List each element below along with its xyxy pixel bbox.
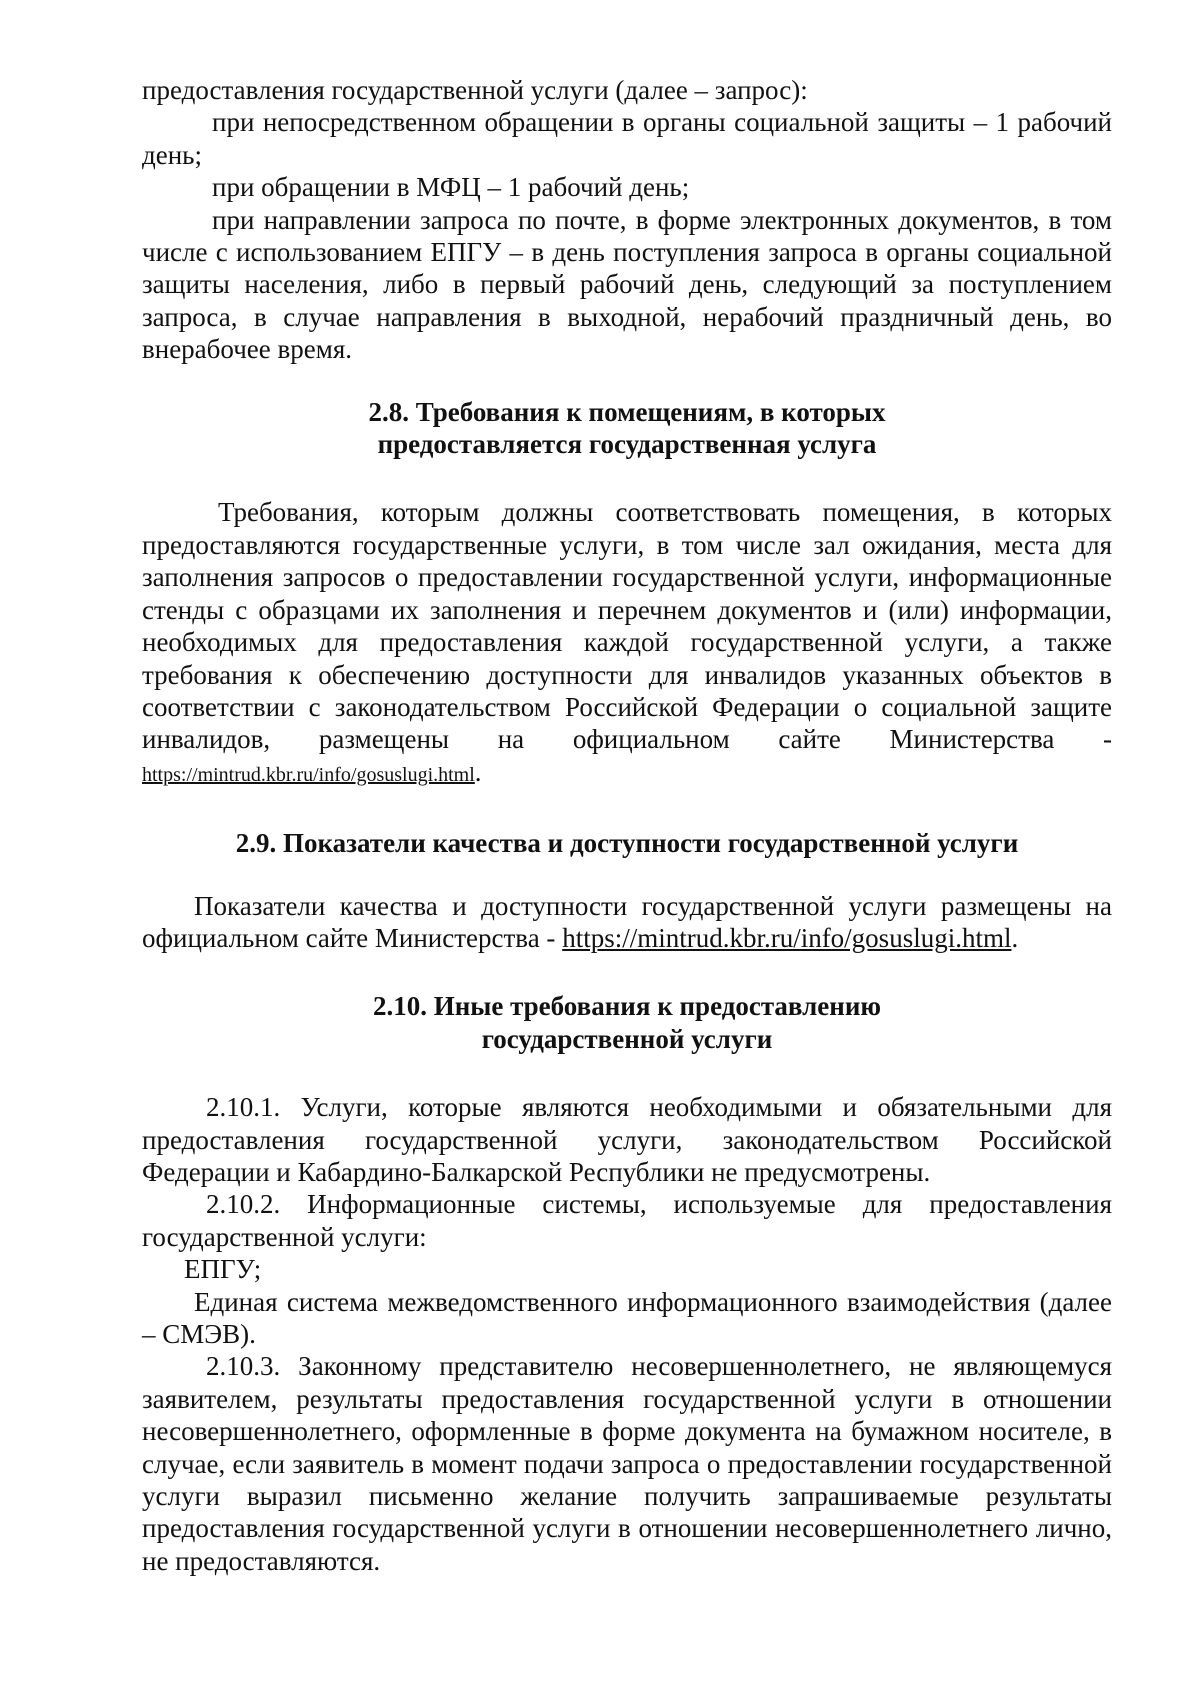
section-2-10-1: 2.10.1. Услуги, которые являются необходимыми и обязательными для предоставления государственной услуги, законодательством Российской Федерации и Кабардино-Балкарской Республики не предусмотрены. bbox=[142, 1092, 1112, 1187]
section-2-10-heading-line1: 2.10. Иные требования к предоставлению bbox=[372, 991, 882, 1022]
section-2-8-end: . bbox=[474, 756, 482, 787]
spacer bbox=[142, 860, 1112, 890]
spacer bbox=[142, 954, 1112, 990]
spacer bbox=[142, 1055, 1112, 1091]
intro-mfc-appeal: при обращении в МФЦ – 1 рабочий день; bbox=[212, 172, 690, 203]
section-2-9-text: Показатели качества и доступности государственной услуги размещены на официальном сайте Министерства - bbox=[142, 890, 1112, 953]
section-2-9-end: . bbox=[1011, 922, 1019, 953]
spacer bbox=[142, 366, 1112, 396]
section-2-8-link[interactable]: https://mintrud.kbr.ru/info/gosuslugi.html bbox=[142, 763, 475, 786]
spacer bbox=[142, 460, 1112, 496]
section-2-8-heading-line2: предоставляется государственная услуга bbox=[377, 429, 877, 460]
intro-line: предоставления государственной услуги (далее – запрос): bbox=[142, 75, 808, 105]
section-2-10-3: 2.10.3. Законному представителю несовершеннолетнего, не являющемуся заявителем, результаты предоставления государственной услуги в отношении несовершеннолетнего, оформленные в форме документа на бумажном носителе, в случае, если заявитель в момент подачи запроса о предоставлении государственной услуги выразил письменно желание получить запрашиваемые результаты предоставления государственной услуги в отношении несовершеннолетнего лично, не предоставляются. bbox=[142, 1351, 1112, 1576]
section-2-10-smev: Единая система межведомственного информационного взаимодействия (далее – СМЭВ). bbox=[142, 1286, 1112, 1349]
section-2-9-body bbox=[142, 890, 1112, 955]
spacer bbox=[142, 791, 1112, 827]
section-2-8-text: Требования, которым должны соответствовать помещения, в которых предоставляются государственные услуги, в том числе зал ожидания, места для заполнения запросов о предоставлении государственной услуги, информационные стенды с образцами их заполнения и перечнем документов и (или) информации, необходимых для предоставления каждой государственной услуги, а также требования к обеспечению доступности для инвалидов указанных объектов в соответствии с законодательством Российской Федерации о социальной защите инвалидов, размещены на официальном сайте Министерства - bbox=[142, 497, 1112, 755]
document-page bbox=[142, 74, 1112, 1577]
intro-mail-request: при направлении запроса по почте, в форме электронных документов, в том числе с использованием ЕПГУ – в день поступления запроса в органы социальной защиты населения, либо в первый рабочий день, следующий за поступлением запроса, в случае направления в выходной, нерабочий праздничный день, во внерабочее время. bbox=[142, 204, 1112, 365]
section-2-8-body bbox=[142, 496, 1112, 791]
section-2-8-heading-line1: 2.8. Требования к помещениям, в которых bbox=[368, 396, 886, 427]
section-2-9-heading: 2.9. Показатели качества и доступности государственной услуги bbox=[235, 828, 1019, 859]
intro-direct-appeal: при непосредственном обращении в органы социальной защиты – 1 рабочий день; bbox=[142, 107, 1112, 170]
section-2-10-2: 2.10.2. Информационные системы, используемые для предоставления государственной услуги: bbox=[142, 1189, 1112, 1252]
section-2-10-epgu: ЕПГУ; bbox=[184, 1254, 262, 1285]
section-2-9-link[interactable]: https://mintrud.kbr.ru/info/gosuslugi.html bbox=[562, 922, 1012, 953]
section-2-10-heading-line2: государственной услуги bbox=[481, 1023, 773, 1054]
